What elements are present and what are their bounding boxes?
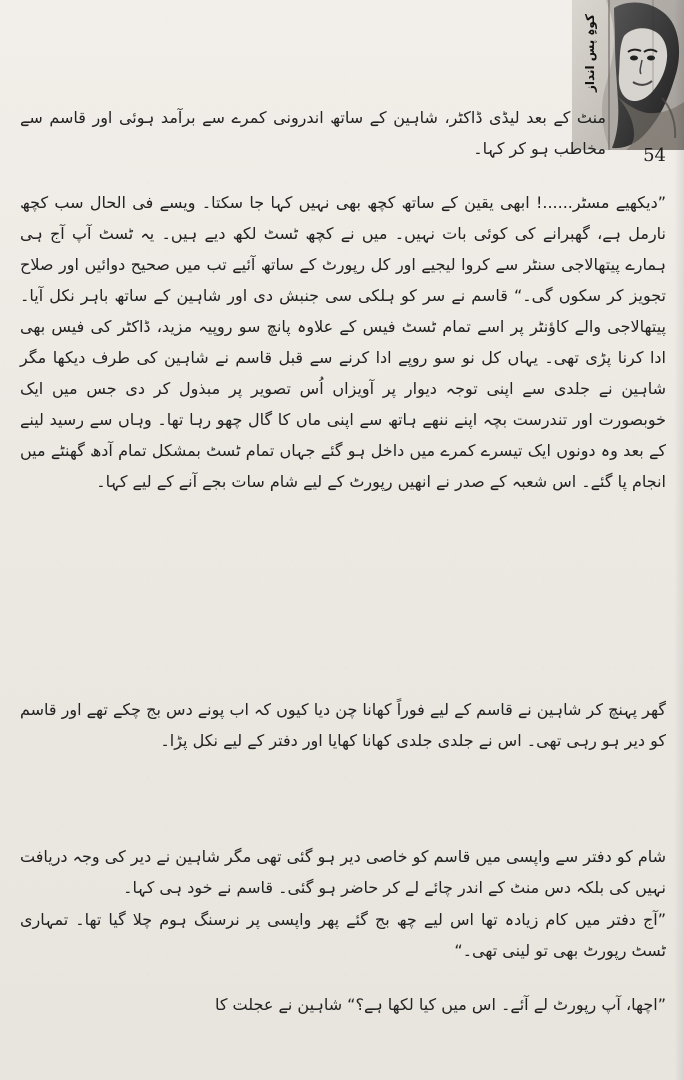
book-title-label: کوہِ پس انداز <box>583 14 597 92</box>
paragraph: ”دیکھیے مسٹر......! ابھی یقین کے ساتھ کچھ بھی نہیں کہا جا سکتا۔ ویسے فی الحال سب کچھ نارمل ہے، گھبرانے کی کوئی بات نہیں۔ میں نے کچھ ٹسٹ لکھ دیے ہیں۔ یہ ٹسٹ آپ آج ہی ہمارے پیتھالاجی سنٹر سے کروا لیجیے اور کل رپورٹ کے ساتھ آئیے تب میں صحیح دوائیں اور صلاح تجویز کر سکوں گی۔“ قاسم نے سر کو ہلکی سی جنبش دی اور شاہین کے ساتھ باہر نکل آیا۔ پیتھالاجی والے کاؤنٹر پر اسے تمام ٹسٹ فیس کے علاوہ پانچ سو روپیہ مزید، ڈاکٹر کی فیس بھی ادا کرنا پڑی تھی۔ یہاں کل نو سو روپے ادا کرنے سے قبل قاسم نے شاہین کی طرف دیکھا مگر شاہین نے جلدی سے اپنی توجہ دیوار پر آویزاں اُس تصویر پر مبذول کر دی جس میں ایک خوبصورت اور تندرست بچہ اپنے ننھے ہاتھ سے اپنی ماں کا گال چھو رہا تھا۔ وہاں سے رسید لینے کے بعد وہ دونوں ایک تیسرے کمرے میں داخل ہو گئے جہاں تمام ٹسٹ بمشکل تمام آدھ گھنٹے میں انجام پا گئے۔ اس شعبہ کے صدر نے انھیں رپورٹ کے لیے شام سات بجے آنے کے لیے کہا۔ <box>14 193 666 491</box>
paragraph: منٹ کے بعد لیڈی ڈاکٹر، شاہین کے ساتھ اندرونی کمرے سے برآمد ہوئی اور قاسم سے مخاطب ہو کر کہا۔ <box>14 108 606 158</box>
paragraph: گھر پہنچ کر شاہین نے قاسم کے لیے فوراً کھانا چن دیا کیوں کہ اب پونے دس بج چکے تھے اور قاسم کو دیر ہو رہی تھی۔ اس نے جلدی جلدی کھانا کھایا اور دفتر کے لیے نکل پڑا۔ <box>14 700 666 750</box>
paragraph: شام کو دفتر سے واپسی میں قاسم کو خاصی دیر ہو گئی تھی مگر شاہین نے دیر کی وجہ دریافت نہیں کی بلکہ دس منٹ کے اندر چائے لے کر حاضر ہو گئی۔ قاسم نے خود ہی کہا۔ <box>14 847 666 897</box>
paragraph: ”اچھا، آپ رپورٹ لے آئے۔ اس میں کیا لکھا ہے؟“ شاہین نے عجلت کا <box>214 995 666 1014</box>
document-text <box>14 102 666 1044</box>
paragraph: ”آج دفتر میں کام زیادہ تھا اس لیے چھ بج گئے پھر واپسی پر نرسنگ ہوم چلا گیا تھا۔ تمہاری ٹسٹ رپورٹ بھی تو لینی تھی۔“ <box>14 910 666 960</box>
page-number: 54 <box>643 145 666 166</box>
